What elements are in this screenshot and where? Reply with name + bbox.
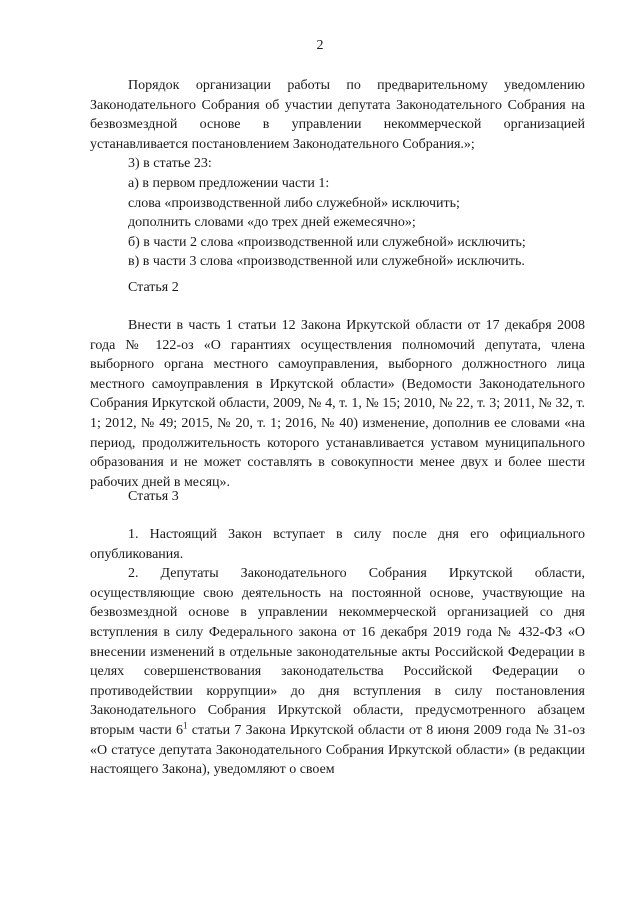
article-3-title: Статья 3 bbox=[128, 489, 179, 504]
article-2 bbox=[90, 278, 585, 298]
item-3a-words: слова «производственной либо служебной» исключить; bbox=[128, 195, 460, 211]
article-3-paragraph-2 bbox=[90, 564, 585, 780]
article-3 bbox=[90, 487, 585, 507]
article-3-body bbox=[90, 525, 585, 780]
item-3c: в) в части 3 слова «производственной или служебной» исключить. bbox=[128, 254, 525, 270]
article-3-paragraph-2-start: 2. Депутаты Законодательного Собрания Иркутской области, осуществляющие свою деятельность на постоянной основе, участвующие на безвозмездной основе в управлении некоммерческой организацией со дня вступления в силу Федерального закона от 16 декабря 2019 года № 432-ФЗ «О внесении изменений в отдельные законодательные акты Российской Федерации в целях совершенствования законодательства Российской Федерации о противодействии коррупции» до дня вступления в силу постановления Законодательного Собрания Иркутской области, предусмотренного абзацем вторым части 6 bbox=[90, 566, 585, 738]
page-number: 2 bbox=[316, 38, 324, 53]
paragraph-procedure: Порядок организации работы по предварительному уведомлению Законодательного Собрания об участии депутата Законодательного Собрания на безвозмездной основе в управлении некоммерческой организацией устанавливается постановлением Законодательного Собрания.»; bbox=[90, 78, 585, 152]
article-2-text: Внести в часть 1 статьи 12 Закона Иркутской области от 17 декабря 2008 года № 122-оз «О гарантиях осуществления полномочий депутата, члена выборного органа местного самоуправления, выборного должностного лица местного самоуправления в Иркутской области» (Ведомости Законодательного Собрания Иркутской области, 2009, № 4, т. 1, № 15; 2010, № 22, т. 3; 2011, № 32, т. 1; 2012, № 49; 2015, № 20, т. 1; 2016, № 40) изменение, дополнив ее словами «на период, продолжительность которого устанавливается уставом муниципального образования и не может составлять в совокупности менее двух и более шести рабочих дней в месяц». bbox=[90, 318, 585, 490]
amendments-block bbox=[90, 76, 585, 272]
item-3a: а) в первом предложении части 1: bbox=[128, 175, 330, 191]
article-3-paragraph-2-end: статьи 7 Закона Иркутской области от 8 июня 2009 года № 31-оз «О статусе депутата Законодательного Собрания Иркутской области» (в редакции настоящего Закона), уведомляют о своем bbox=[90, 722, 585, 778]
item-3b: б) в части 2 слова «производственной или служебной» исключить; bbox=[128, 234, 526, 250]
item-3a-add: дополнить словами «до трех дней ежемесячно»; bbox=[128, 215, 416, 231]
article-2-body bbox=[90, 316, 585, 492]
article-2-title: Статья 2 bbox=[128, 280, 179, 295]
article-3-paragraph-1: 1. Настоящий Закон вступает в силу после дня его официального опубликования. bbox=[90, 527, 585, 562]
item-3: 3) в статье 23: bbox=[128, 156, 212, 172]
superscript: 1 bbox=[183, 720, 188, 731]
